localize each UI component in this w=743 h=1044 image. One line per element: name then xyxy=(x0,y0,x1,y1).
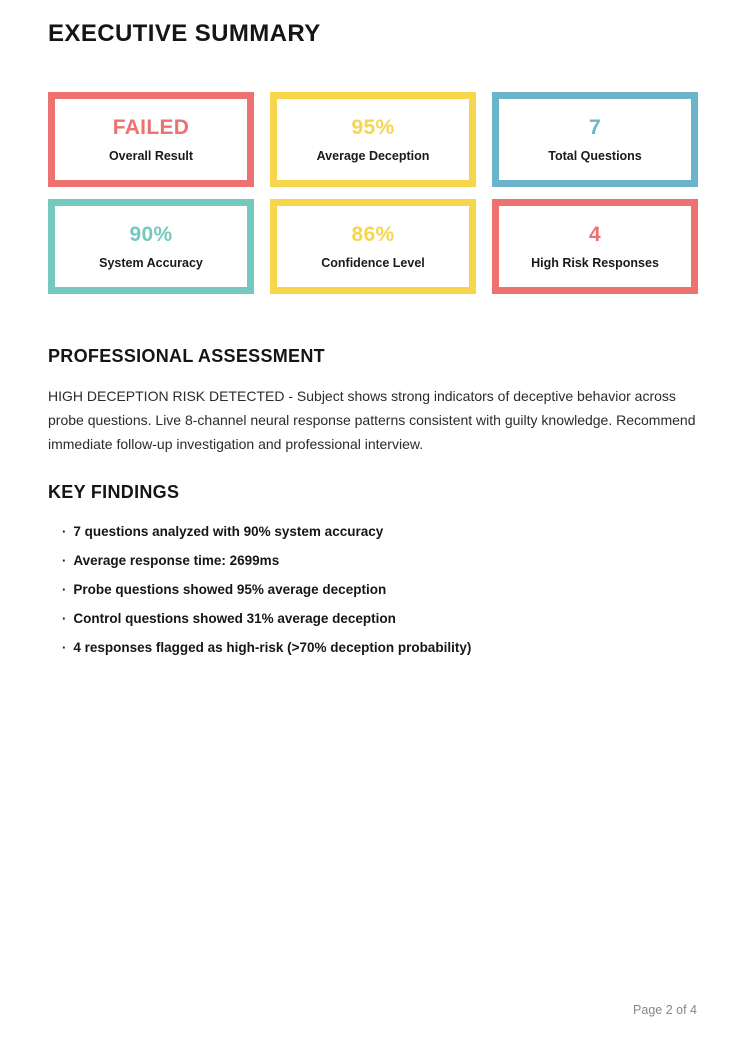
stat-card-total-questions xyxy=(492,92,698,187)
key-findings-heading: KEY FINDINGS xyxy=(48,482,180,503)
finding-text: 4 responses flagged as high-risk (>70% deception probability) xyxy=(73,640,472,656)
finding-text: Average response time: 2699ms xyxy=(73,553,280,569)
professional-assessment-text: HIGH DECEPTION RISK DETECTED - Subject shows strong indicators of deceptive behavior across probe questions. Live 8-channel neural response patterns consistent with guilty knowledge. Recommend immediate follow-up investigation and professional interview. xyxy=(48,388,696,453)
finding-text: 7 questions analyzed with 90% system accuracy xyxy=(73,524,384,540)
stat-card-system-accuracy xyxy=(48,199,254,294)
stat-label: High Risk Responses xyxy=(531,256,659,270)
key-findings-list xyxy=(48,524,697,655)
stat-card-overall-result xyxy=(48,92,254,187)
page-title: EXECUTIVE SUMMARY xyxy=(48,20,321,47)
stat-label: Average Deception xyxy=(316,149,430,163)
finding-text: Probe questions showed 95% average deception xyxy=(73,582,387,598)
page-number: Page 2 of 4 xyxy=(633,1003,697,1017)
stat-card-average-deception xyxy=(270,92,476,187)
stat-card-confidence-level xyxy=(270,199,476,294)
stat-label: System Accuracy xyxy=(99,256,203,270)
professional-assessment-heading: PROFESSIONAL ASSESSMENT xyxy=(48,346,325,366)
stat-card-high-risk-responses xyxy=(492,199,698,294)
bullet-icon: · xyxy=(62,611,67,627)
stat-value: 4 xyxy=(589,223,601,246)
bullet-icon: · xyxy=(62,640,67,656)
stat-value: 86% xyxy=(351,223,395,246)
stat-value: 7 xyxy=(589,116,601,139)
list-item xyxy=(62,524,697,539)
list-item xyxy=(62,582,697,597)
finding-text: Control questions showed 31% average deception xyxy=(73,611,396,627)
stat-value: 90% xyxy=(129,223,173,246)
stat-cards-grid xyxy=(48,92,698,294)
list-item xyxy=(62,611,697,626)
bullet-icon: · xyxy=(62,553,67,569)
stat-label: Overall Result xyxy=(108,149,194,163)
bullet-icon: · xyxy=(62,524,67,540)
list-item xyxy=(62,640,697,655)
stat-label: Confidence Level xyxy=(321,256,425,270)
list-item xyxy=(62,553,697,568)
stat-value: 95% xyxy=(351,116,395,139)
stat-value: FAILED xyxy=(112,116,190,139)
stat-label: Total Questions xyxy=(548,149,642,163)
bullet-icon: · xyxy=(62,582,67,598)
